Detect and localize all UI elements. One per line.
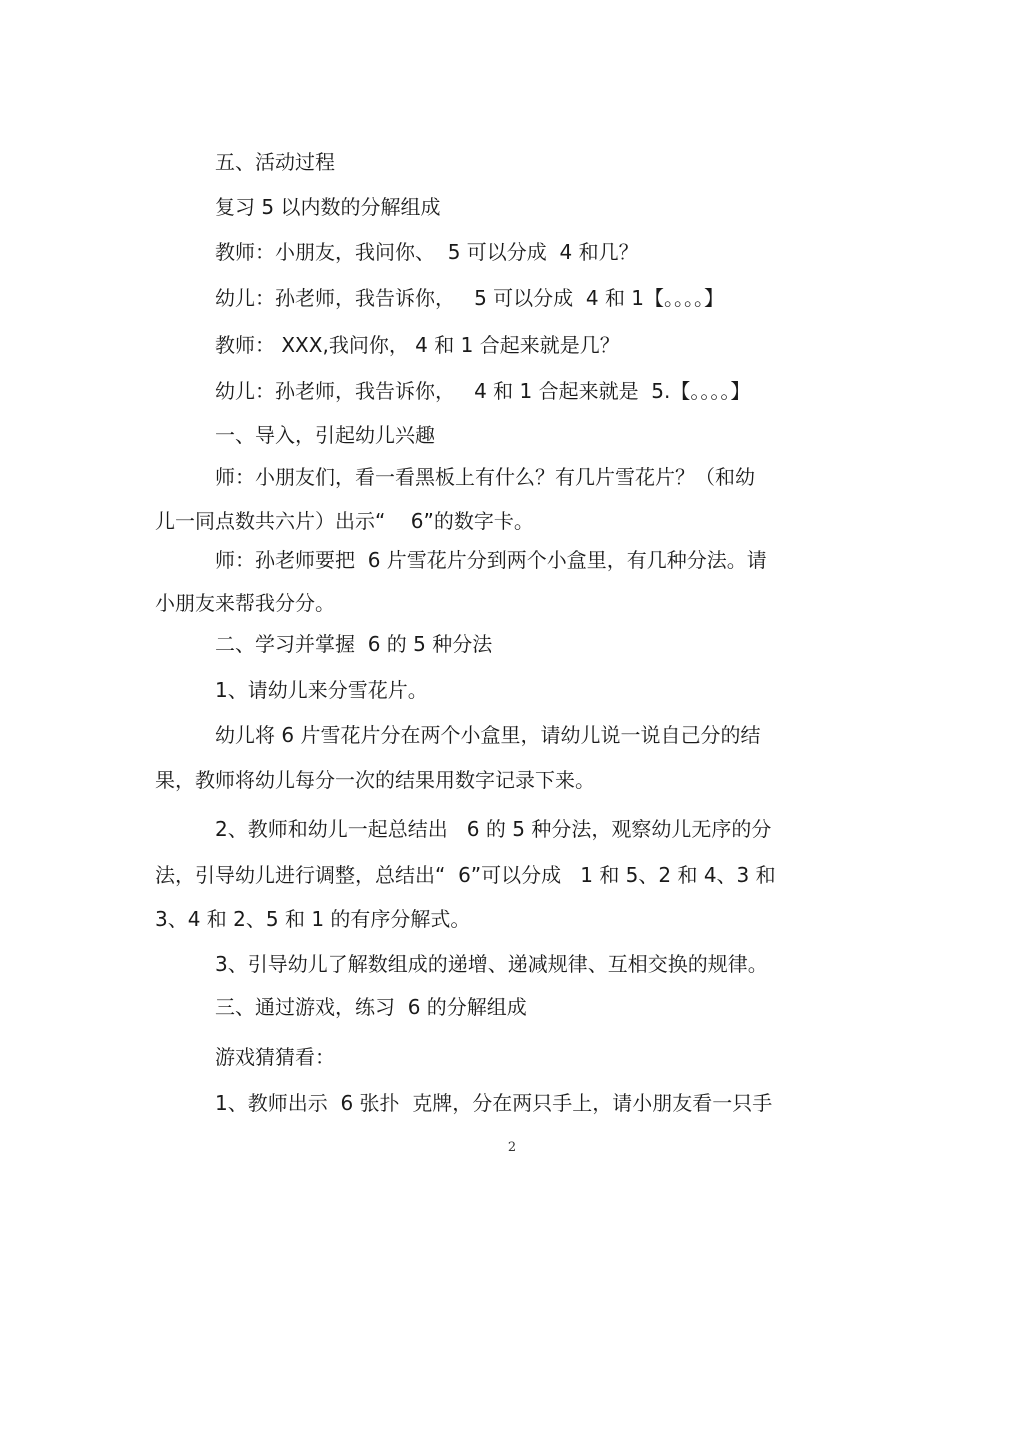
page-number: 2	[507, 1140, 517, 1155]
paragraph-line: 儿一同点数共六片）出示“ 6”的数字卡。	[155, 509, 534, 533]
section-heading-activity-process: 五、活动过程	[215, 150, 335, 174]
paragraph-line: 小朋友来帮我分分。	[155, 591, 335, 615]
section-heading-learning: 二、学习并掌握 6 的 5 种分法	[215, 632, 493, 656]
paragraph-line: 3、4 和 2、5 和 1 的有序分解式。	[155, 907, 471, 931]
section-heading-game: 三、通过游戏，练习 6 的分解组成	[215, 995, 527, 1019]
paragraph-line: 复习 5 以内数的分解组成	[215, 195, 441, 219]
dialogue-line: 幼儿：孙老师，我告诉你， 5 可以分成 4 和 1【。。。。】	[215, 286, 725, 310]
dialogue-line: 幼儿：孙老师，我告诉你， 4 和 1 合起来就是 5.【。。。。】	[215, 379, 751, 403]
list-item: 3、引导幼儿了解数组成的递增、递减规律、互相交换的规律。	[215, 952, 768, 976]
paragraph-line: 幼儿将 6 片雪花片分在两个小盒里，请幼儿说一说自己分的结	[215, 723, 761, 747]
dialogue-line: 教师：小朋友，我问你、 5 可以分成 4 和几？	[215, 240, 639, 264]
paragraph-line: 游戏猜猜看：	[215, 1045, 335, 1069]
paragraph-line: 师：小朋友们，看一看黑板上有什么？有几片雪花片？（和幼	[215, 465, 755, 489]
paragraph-line: 果，教师将幼儿每分一次的结果用数字记录下来。	[155, 768, 595, 792]
list-item: 2、教师和幼儿一起总结出 6 的 5 种分法，观察幼儿无序的分	[215, 817, 772, 841]
list-item: 1、请幼儿来分雪花片。	[215, 678, 428, 702]
paragraph-line: 法，引导幼儿进行调整，总结出“ 6”可以分成 1 和 5、2 和 4、3 和	[155, 863, 776, 887]
paragraph-line: 师：孙老师要把 6 片雪花片分到两个小盒里，有几种分法。请	[215, 548, 767, 572]
dialogue-line: 教师： XXX,我问你， 4 和 1 合起来就是几？	[215, 333, 620, 357]
list-item: 1、教师出示 6 张扑 克牌，分在两只手上，请小朋友看一只手	[215, 1091, 773, 1115]
section-heading-introduction: 一、导入，引起幼儿兴趣	[215, 423, 435, 447]
